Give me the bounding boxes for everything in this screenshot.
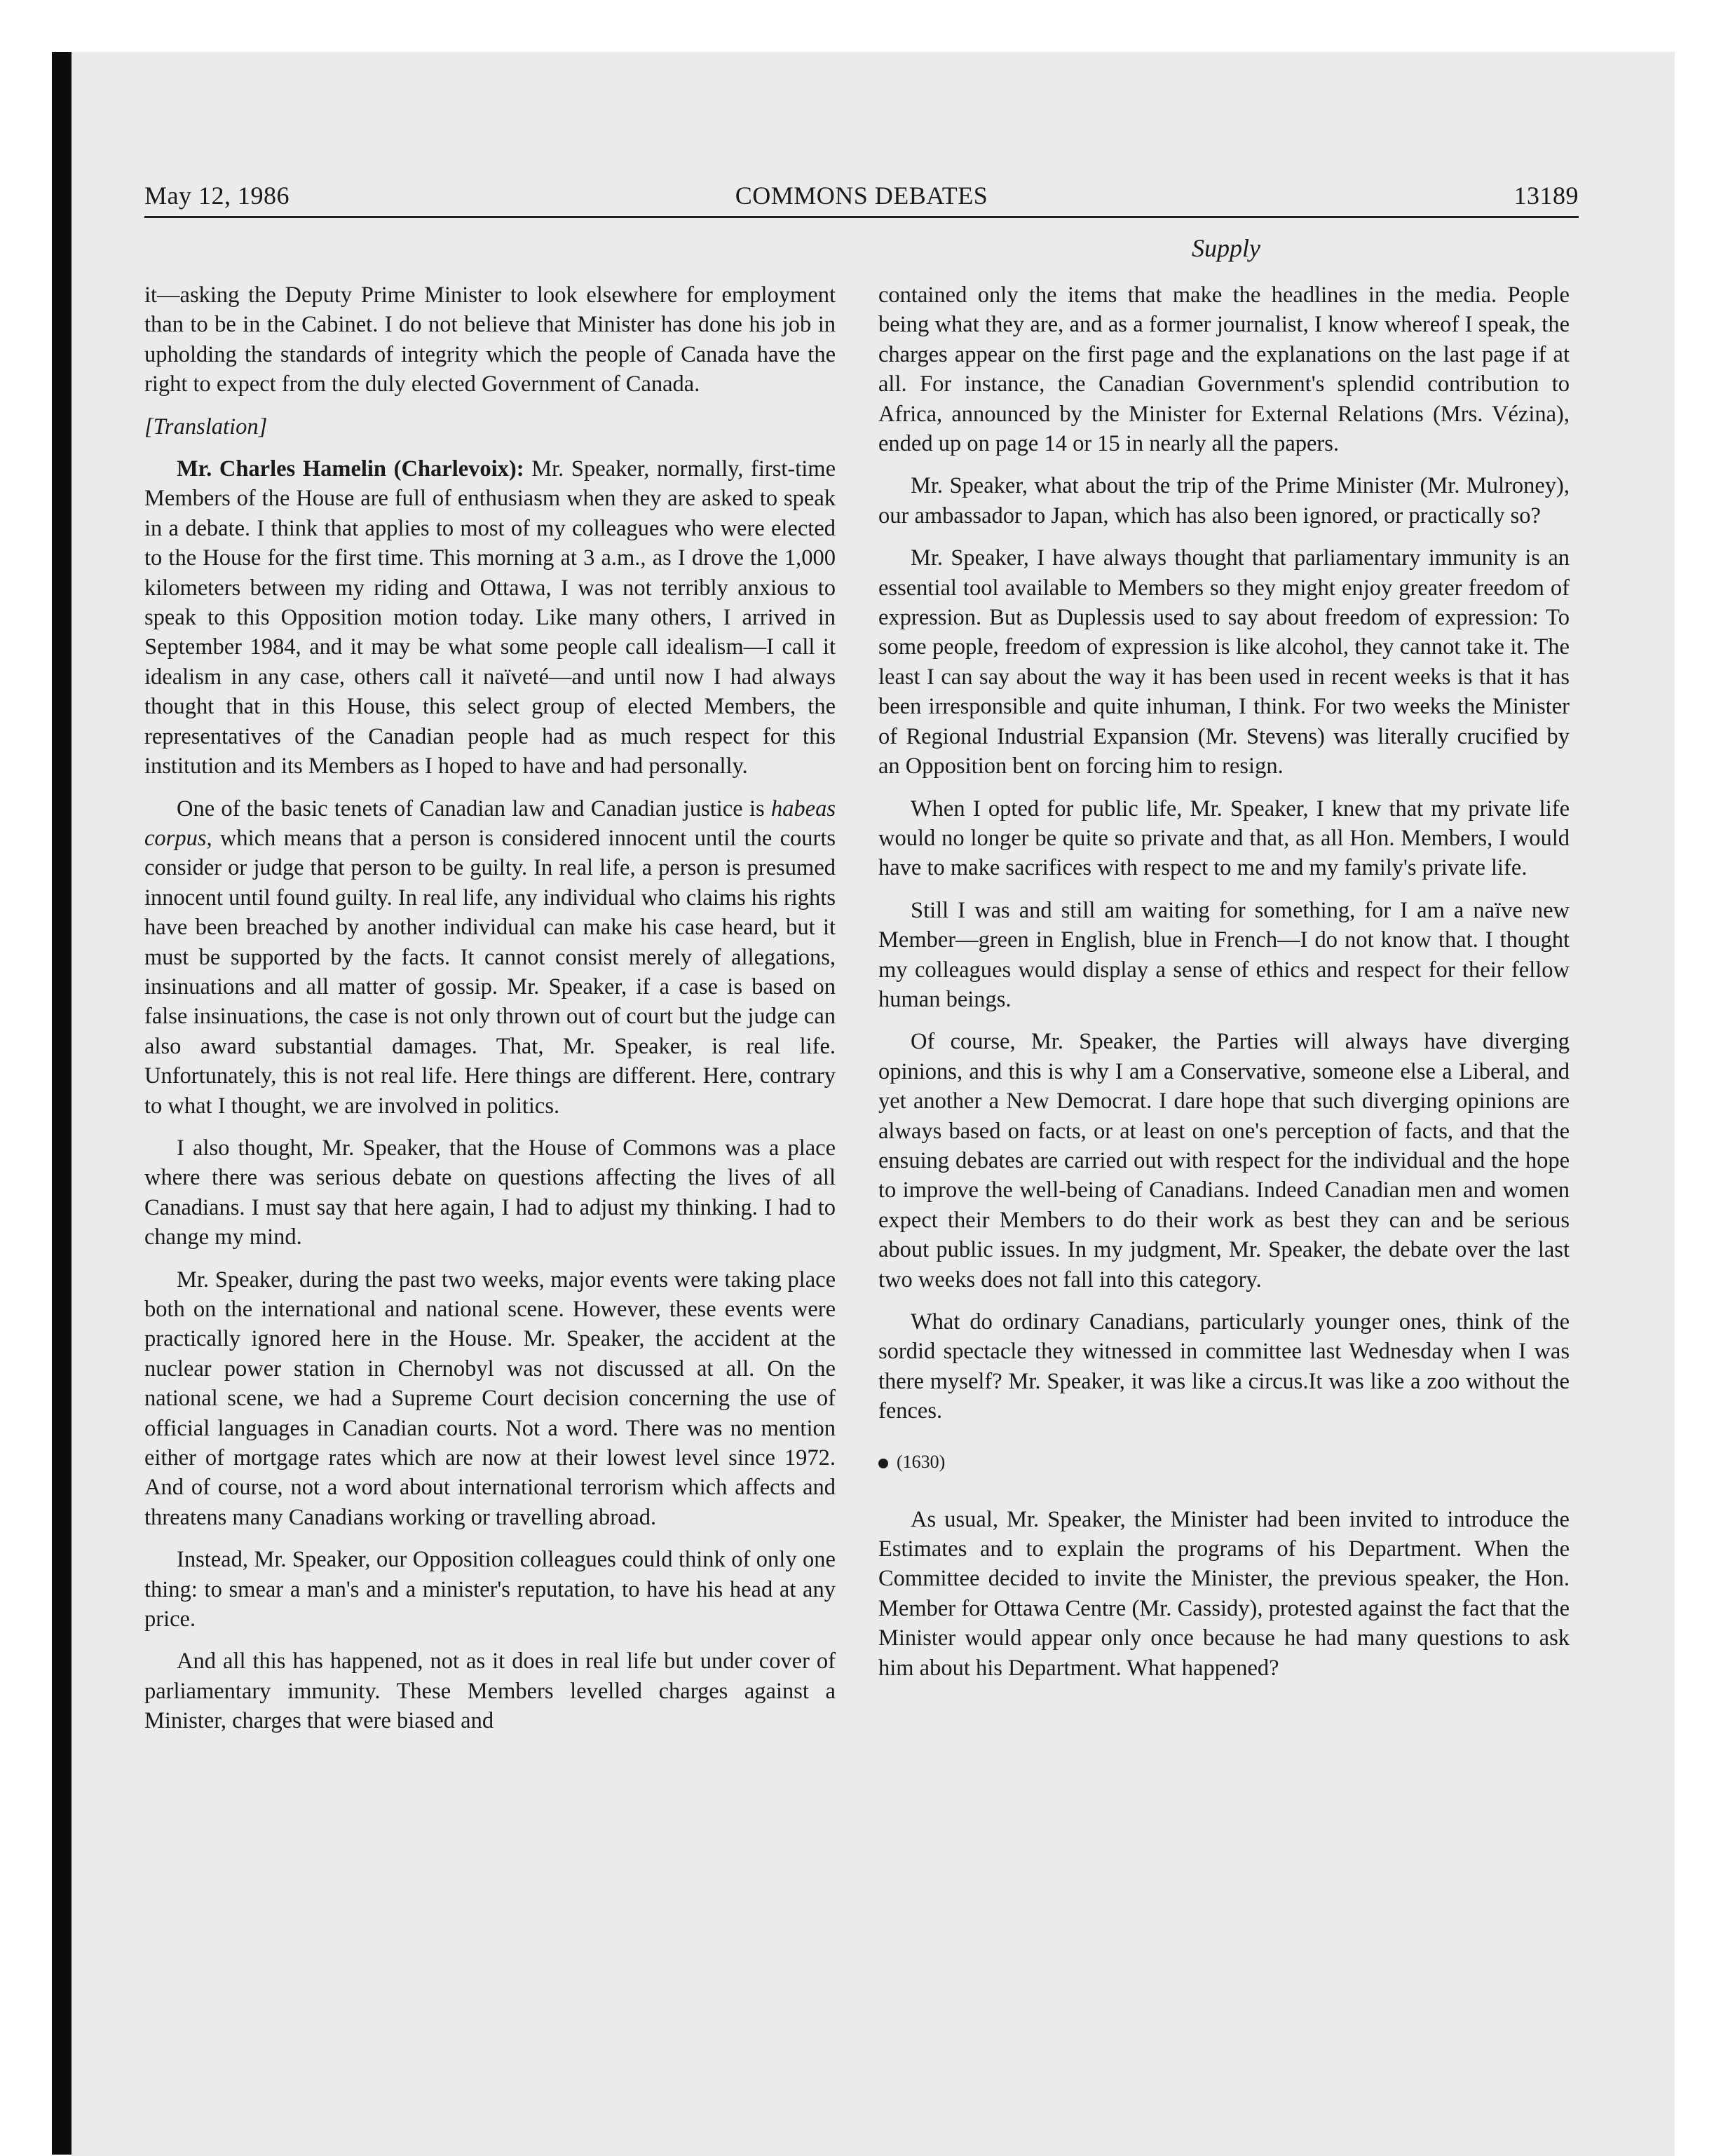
speaker-name: Mr. Charles Hamelin (Charlevoix):	[177, 456, 524, 482]
paragraph-text: Mr. Speaker, normally, first-time Members of the House are full of enthusiasm when they are asked to speak in a debate. I think that applies to most of my colleagues who were elected to the House for the first time. This morning at 3 a.m., as I drove the 1,000 kilometers between my riding and Ottawa, I was not terribly anxious to speak to this Opposition motion today. Like many others, I arrived in September 1984, and it may be what some people call idealism—I call it idealism in any case, others call it naïveté—and until now I had always thought that in this House, this select group of elected Members, the representatives of the Canadian people had as much respect for this institution and its Members as I hoped to have and had personally.	[144, 456, 836, 779]
header-date: May 12, 1986	[144, 182, 290, 210]
paragraph: I also thought, Mr. Speaker, that the House of Commons was a place where there was serious debate on questions affecting the lives of all Canadians. I must say that here again, I had to adjust my thinking. I had to change my mind.	[144, 1135, 836, 1250]
translation-label: [Translation]	[144, 414, 268, 439]
paragraph-text: , which means that a person is considered innocent until the courts consider or judge that person to be guilty. In real life, a person is presumed innocent until found guilty. In real life, any individual who claims his rights have been breached by another individual can make his case heard, but it must be supported by the facts. It cannot consist merely of allegations, insinuations and all matter of gossip. Mr. Speaker, if a case is based on false insinuations, the case is not only thrown out of court but the judge can also award substantial damages. That, Mr. Speaker, is real life. Unfortunately, this is not real life. Here things are different. Here, contrary to what I thought, we are involved in politics.	[144, 825, 836, 1119]
bullet-icon	[878, 1459, 888, 1468]
paragraph: And all this has happened, not as it does in real life but under cover of parliamentary immunity. These Members levelled charges against a Minister, charges that were biased and	[144, 1649, 836, 1734]
latin-term: habeas corpus	[144, 796, 836, 851]
paragraph: What do ordinary Canadians, particularly younger ones, think of the sordid spectacle they witnessed in committee last Wednesday when I was there myself? Mr. Speaker, it was like a circus.It was like a zoo without the fences.	[878, 1309, 1570, 1424]
header-title: COMMONS DEBATES	[735, 182, 988, 210]
paragraph-text: One of the basic tenets of Canadian law and Canadian justice is	[177, 796, 771, 821]
paragraph: Instead, Mr. Speaker, our Opposition colleagues could think of only one thing: to smear a man's and a minister's reputation, to have his head at any price.	[144, 1547, 836, 1632]
page-header	[144, 181, 1579, 218]
paragraph: When I opted for public life, Mr. Speaker, I knew that my private life would no longer be quite so private and that, as all Hon. Members, I would have to make sacrifices with respect to me and my family's private life.	[878, 796, 1570, 881]
paragraph: Still I was and still am waiting for something, for I am a naïve new Member—green in English, blue in French—I do not know that. I thought my colleagues would display a sense of ethics and respect for their fellow human beings.	[878, 897, 1570, 1012]
header-page-number: 13189	[1513, 182, 1579, 210]
speaker-paragraph	[144, 454, 836, 781]
scan-edge	[52, 52, 72, 2155]
right-column	[878, 280, 1570, 1696]
paragraph: As usual, Mr. Speaker, the Minister had been invited to introduce the Estimates and to explain the programs of his Department. When the Committee decided to invite the Minister, the previous speaker, the Hon. Member for Ottawa Centre (Mr. Cassidy), protested against the fact that the Minister would appear only once because he had many questions to ask him about his Department. What happened?	[878, 1506, 1570, 1681]
running-head: Supply	[1192, 234, 1260, 262]
time-marker	[878, 1452, 1570, 1473]
paragraph: Mr. Speaker, I have always thought that parliamentary immunity is an essential tool available to Members so they might enjoy greater freedom of expression. But as Duplessis used to say about freedom of expression: To some people, freedom of expression is like alcohol, they cannot take it. The least I can say about the way it has been used in recent weeks is that it has been irresponsible and quite inhuman, I think. For two weeks the Minister of Regional Industrial Expansion (Mr. Stevens) was literally crucified by an Opposition bent on forcing him to resign.	[878, 545, 1570, 779]
paragraph: it—asking the Deputy Prime Minister to look elsewhere for employment than to be in the Cabinet. I do not believe that Minister has done his job in upholding the standards of integrity which the people of Canada have the right to expect from the duly elected Government of Canada.	[144, 282, 836, 397]
paragraph: Mr. Speaker, during the past two weeks, major events were taking place both on the international and national scene. However, these events were practically ignored here in the House. Mr. Speaker, the accident at the nuclear power station in Chernobyl was not discussed at all. On the national scene, we had a Supreme Court decision concerning the use of official languages in Canadian courts. Not a word. There was no mention either of mortgage rates which are now at their lowest level since 1972. And of course, not a word about international terrorism which affects and threatens many Canadians working or travelling abroad.	[144, 1267, 836, 1530]
left-column	[144, 280, 836, 1749]
paragraph: Mr. Speaker, what about the trip of the Prime Minister (Mr. Mulroney), our ambassador to Japan, which has also been ignored, or practically so?	[878, 473, 1570, 528]
time-marker-text: (1630)	[897, 1451, 946, 1472]
paragraph	[144, 794, 836, 1121]
paragraph: Of course, Mr. Speaker, the Parties will always have diverging opinions, and this is why I am a Conservative, someone else a Liberal, and yet another a New Democrat. I dare hope that such diverging opinions are always based on facts, or at least on one's perception of facts, and that the ensuing debates are carried out with respect for the individual and the hope to improve the well-being of Canadians. Indeed Canadian men and women expect their Members to do their work as best they can and be serious about public issues. In my judgment, Mr. Speaker, the debate over the last two weeks does not fall into this category.	[878, 1029, 1570, 1292]
paragraph: contained only the items that make the headlines in the media. People being what they are, and as a former journalist, I know whereof I speak, the charges appear on the first page and the explanations on the last page if at all. For instance, the Canadian Government's splendid contribution to Africa, announced by the Minister for External Relations (Mrs. Vézina), ended up on page 14 or 15 in nearly all the papers.	[878, 282, 1570, 457]
